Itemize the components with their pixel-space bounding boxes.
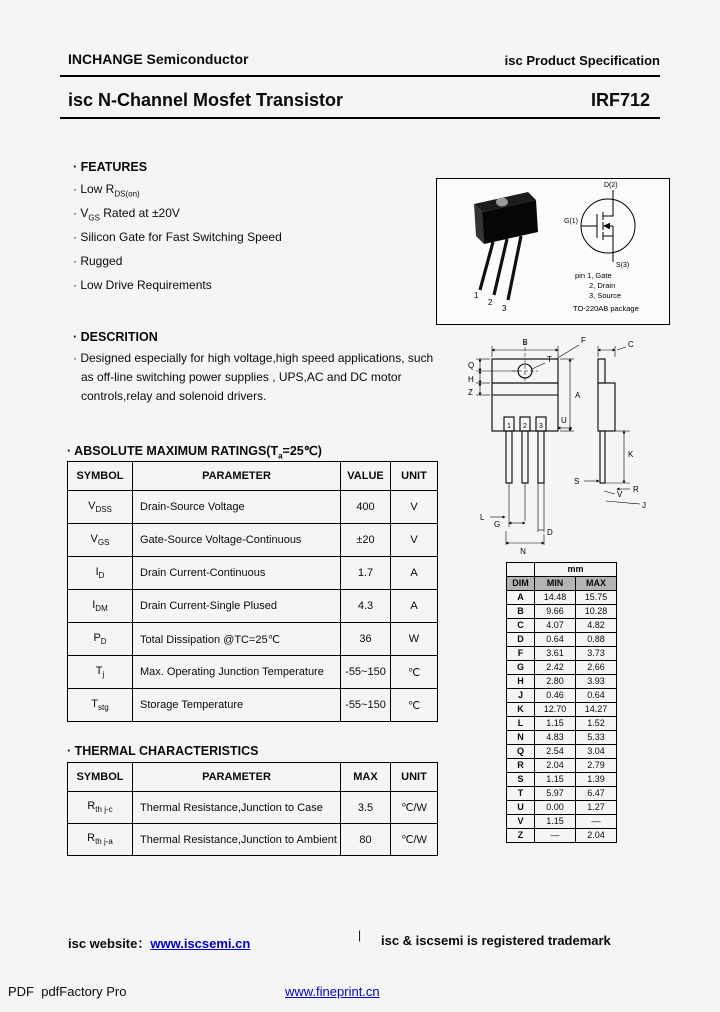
col-header-value: VALUE — [341, 462, 391, 491]
dim-row — [507, 745, 617, 759]
dim-max: 1.39 — [576, 773, 617, 787]
dim-label-q: Q — [468, 361, 475, 370]
package-box-border — [437, 179, 670, 325]
symbol-sub: DM — [95, 604, 108, 614]
unit-cell: V — [391, 524, 438, 557]
table-row — [68, 590, 438, 623]
dim-row — [507, 731, 617, 745]
dim-unit-header: mm — [535, 563, 617, 577]
value-cell: 3.5 — [341, 792, 391, 824]
dim-label-c: C — [628, 340, 634, 349]
website-line — [68, 933, 250, 952]
dim-letter: D — [507, 633, 535, 647]
dim-max: 4.82 — [576, 619, 617, 633]
feature-sub: GS — [88, 213, 100, 223]
dim-row — [507, 605, 617, 619]
dim-min: — — [535, 829, 576, 843]
fineprint-link[interactable]: www.fineprint.cn — [285, 984, 380, 999]
dim-label-b: B — [522, 338, 528, 347]
dim-min: 2.54 — [535, 745, 576, 759]
min-col-header: MIN — [535, 577, 576, 591]
table-row — [68, 524, 438, 557]
col-header-parameter: PARAMETER — [133, 462, 341, 491]
dim-letter: Q — [507, 745, 535, 759]
dim-label-n: N — [520, 547, 526, 556]
parameter-cell: Storage Temperature — [133, 689, 341, 722]
table-row — [68, 491, 438, 524]
symbol-main: R — [87, 832, 96, 845]
col-header-symbol: SYMBOL — [68, 462, 133, 491]
table-row — [68, 623, 438, 656]
col-header-parameter: PARAMETER — [133, 763, 341, 792]
feature-sub: DS(on) — [114, 189, 140, 199]
spec-label: isc Product Specification — [504, 53, 660, 68]
dim-min: 2.04 — [535, 759, 576, 773]
parameter-cell: Max. Operating Junction Temperature — [133, 656, 341, 689]
dim-letter: H — [507, 675, 535, 689]
package-diagram — [436, 178, 670, 325]
dim-letter: J — [507, 689, 535, 703]
col-header-unit: UNIT — [391, 462, 438, 491]
feature-item — [73, 180, 282, 204]
dim-label-g: G — [494, 520, 501, 529]
feature-item — [73, 252, 282, 276]
unit-cell: A — [391, 557, 438, 590]
unit-cell: V — [391, 491, 438, 524]
lead-number-3: 3 — [502, 304, 507, 313]
dim-min: 5.97 — [535, 787, 576, 801]
front-lead-number-1: 1 — [507, 423, 511, 430]
dim-row — [507, 647, 617, 661]
dim-label-l: L — [480, 513, 485, 522]
heading-text: · ABSOLUTE MAXIMUM RATINGS(T — [67, 444, 279, 458]
dim-min: 1.15 — [535, 717, 576, 731]
symbol-cell — [68, 590, 133, 623]
front-lead-number-2: 2 — [523, 423, 527, 430]
dim-min: 1.15 — [535, 815, 576, 829]
dim-min: 14.48 — [535, 591, 576, 605]
features-list — [73, 180, 282, 299]
dim-label-h: H — [468, 375, 474, 384]
dim-label-d: D — [547, 528, 553, 537]
dim-letter: S — [507, 773, 535, 787]
unit-cell: W — [391, 623, 438, 656]
heading-sub: a — [278, 451, 283, 461]
dim-max: 3.04 — [576, 745, 617, 759]
dim-letter: F — [507, 647, 535, 661]
unit-cell: ℃/W — [391, 824, 438, 856]
symbol-cell — [68, 824, 133, 856]
dim-label-v: V — [617, 490, 623, 499]
symbol-cell — [68, 689, 133, 722]
unit-cell: ℃/W — [391, 792, 438, 824]
dimension-table — [506, 562, 617, 843]
dim-row — [507, 675, 617, 689]
feature-text: · V — [73, 205, 89, 220]
outline-views — [492, 359, 615, 483]
parameter-cell: Thermal Resistance,Junction to Case — [133, 792, 341, 824]
part-number: IRF712 — [590, 90, 650, 110]
dim-min: 0.64 — [535, 633, 576, 647]
dim-row — [507, 801, 617, 815]
fineprint-line — [285, 984, 380, 999]
feature-item — [73, 228, 282, 252]
feature-text: · Rugged — [73, 253, 123, 268]
dim-letter: R — [507, 759, 535, 773]
dim-row — [507, 717, 617, 731]
dim-letter: K — [507, 703, 535, 717]
feature-item — [73, 276, 282, 300]
dim-min: 9.66 — [535, 605, 576, 619]
table-header-row — [68, 462, 438, 491]
value-cell: 400 — [341, 491, 391, 524]
dim-letter: Z — [507, 829, 535, 843]
symbol-sub: stg — [98, 703, 109, 713]
dim-min: 0.46 — [535, 689, 576, 703]
front-lead-number-3: 3 — [539, 423, 543, 430]
col-header-max: MAX — [341, 763, 391, 792]
dim-min: 1.15 — [535, 773, 576, 787]
dim-min: 4.83 — [535, 731, 576, 745]
symbol-main: T — [95, 664, 103, 677]
dim-row — [507, 591, 617, 605]
dim-max: 0.64 — [576, 689, 617, 703]
dim-letter: T — [507, 787, 535, 801]
symbol-cell — [68, 524, 133, 557]
page-title: isc N-Channel Mosfet Transistor — [68, 90, 344, 110]
website-label: isc website： — [68, 936, 151, 951]
dim-max: 3.93 — [576, 675, 617, 689]
table-header-row — [68, 763, 438, 792]
unit-cell: ℃ — [391, 689, 438, 722]
dim-min: 0.00 — [535, 801, 576, 815]
symbol-sub: DSS — [95, 505, 112, 515]
dim-max: 1.27 — [576, 801, 617, 815]
pin-line-2: 2, Drain — [589, 281, 616, 290]
dim-letter: C — [507, 619, 535, 633]
dim-row — [507, 829, 617, 843]
value-cell: -55~150 — [341, 656, 391, 689]
table-row — [68, 824, 438, 856]
dim-min: 4.07 — [535, 619, 576, 633]
dim-max: 10.28 — [576, 605, 617, 619]
value-cell: ±20 — [341, 524, 391, 557]
dim-row — [507, 815, 617, 829]
dim-max: 15.75 — [576, 591, 617, 605]
description-text: · Designed especially for high voltage,high speed applications, such as off-line switching power supplies , UPS,AC and DC motor controls,relay and solenoid drivers. — [73, 351, 434, 403]
dim-label-z: Z — [468, 388, 473, 397]
dim-unit-row — [507, 563, 617, 577]
footer-separator: | — [358, 928, 362, 942]
header-rule — [60, 75, 660, 77]
dim-max: — — [576, 815, 617, 829]
table-row — [68, 689, 438, 722]
parameter-cell: Drain-Source Voltage — [133, 491, 341, 524]
dim-min: 12.70 — [535, 703, 576, 717]
symbol-main: R — [87, 800, 96, 813]
dim-letter: G — [507, 661, 535, 675]
dim-row — [507, 703, 617, 717]
value-cell: -55~150 — [341, 689, 391, 722]
symbol-cell — [68, 623, 133, 656]
dim-letter: V — [507, 815, 535, 829]
dim-max: 3.73 — [576, 647, 617, 661]
dim-row — [507, 759, 617, 773]
symbol-sub: th j-c — [95, 805, 113, 815]
dim-label-t: T — [547, 355, 552, 364]
symbol-main: T — [91, 697, 99, 710]
dim-header-row — [507, 577, 617, 591]
dim-blank-cell — [507, 563, 535, 577]
parameter-cell: Thermal Resistance,Junction to Ambient — [133, 824, 341, 856]
dim-max: 2.79 — [576, 759, 617, 773]
dim-label-u: U — [561, 416, 567, 425]
table-row — [68, 792, 438, 824]
value-cell: 4.3 — [341, 590, 391, 623]
dim-letter: U — [507, 801, 535, 815]
drain-label: D(2) — [604, 182, 618, 189]
symbol-cell — [68, 491, 133, 524]
dim-letter: B — [507, 605, 535, 619]
symbol-main: I — [95, 565, 99, 578]
dim-label-a: A — [575, 391, 581, 400]
symbol-main: P — [93, 631, 101, 644]
symbol-sub: th j-a — [95, 837, 113, 847]
trademark-text: isc & iscsemi is registered trademark — [381, 933, 611, 948]
features-heading: · FEATURES — [73, 160, 148, 174]
feature-text: · Silicon Gate for Fast Switching Speed — [73, 229, 282, 244]
symbol-cell — [68, 792, 133, 824]
pdf-factory-note: PDF pdfFactory Pro — [8, 984, 127, 999]
dim-label-f: F — [581, 336, 586, 345]
value-cell: 1.7 — [341, 557, 391, 590]
feature-text: · Low R — [73, 182, 115, 196]
unit-cell: ℃ — [391, 656, 438, 689]
dim-label-j: J — [642, 501, 646, 510]
lead-number-1: 1 — [474, 291, 479, 300]
dim-label-k: K — [628, 450, 634, 459]
symbol-sub: GS — [97, 538, 110, 548]
dim-row — [507, 787, 617, 801]
lead-number-2: 2 — [488, 298, 493, 307]
parameter-cell: Total Dissipation @TC=25℃ — [133, 623, 341, 656]
dim-row — [507, 773, 617, 787]
dim-max: 2.04 — [576, 829, 617, 843]
dim-label-s: S — [574, 477, 580, 486]
source-label: S(3) — [616, 262, 630, 269]
max-col-header: MAX — [576, 577, 617, 591]
feature-text: Rated at ±20V — [99, 205, 180, 220]
centerlines — [512, 341, 538, 381]
thermal-table — [67, 762, 438, 856]
company-name: INCHANGE Semiconductor — [68, 51, 249, 67]
value-cell: 36 — [341, 623, 391, 656]
pin-line-1: pin 1, Gate — [575, 271, 612, 280]
dim-row — [507, 661, 617, 675]
dim-label-r: R — [633, 485, 639, 494]
dim-min: 3.61 — [535, 647, 576, 661]
symbol-sub: j — [102, 670, 105, 680]
feature-item — [73, 204, 282, 228]
dimension-drawing — [452, 333, 667, 561]
title-rule — [60, 117, 660, 119]
description-heading: · DESCRITION — [73, 330, 158, 344]
package-name: TO-220AB package — [573, 304, 639, 313]
parameter-cell: Gate-Source Voltage-Continuous — [133, 524, 341, 557]
dim-max: 5.33 — [576, 731, 617, 745]
dim-row — [507, 619, 617, 633]
heading-text: =25℃) — [282, 444, 322, 458]
thermal-heading: · THERMAL CHARACTERISTICS — [67, 744, 259, 758]
gate-label: G(1) — [564, 218, 578, 225]
value-cell: 80 — [341, 824, 391, 856]
dim-max: 0.88 — [576, 633, 617, 647]
dim-min: 2.42 — [535, 661, 576, 675]
abs-max-heading — [67, 443, 322, 461]
symbol-sub: D — [98, 571, 105, 581]
symbol-main: V — [88, 499, 96, 512]
parameter-cell: Drain Current-Continuous — [133, 557, 341, 590]
table-row — [68, 557, 438, 590]
feature-text: · Low Drive Requirements — [73, 277, 212, 292]
parameter-cell: Drain Current-Single Plused — [133, 590, 341, 623]
dim-max: 1.52 — [576, 717, 617, 731]
dim-max: 14.27 — [576, 703, 617, 717]
symbol-cell — [68, 557, 133, 590]
symbol-main: V — [90, 532, 98, 545]
dim-min: 2.80 — [535, 675, 576, 689]
dim-max: 6.47 — [576, 787, 617, 801]
abs-max-table — [67, 461, 438, 722]
symbol-sub: D — [100, 637, 107, 647]
col-header-unit: UNIT — [391, 763, 438, 792]
website-link[interactable]: www.iscsemi.cn — [150, 936, 251, 951]
dim-letter: A — [507, 591, 535, 605]
col-header-symbol: SYMBOL — [68, 763, 133, 792]
dim-letter: N — [507, 731, 535, 745]
dim-col-header: DIM — [507, 577, 535, 591]
pin-line-3: 3, Source — [589, 291, 622, 300]
dim-max: 2.66 — [576, 661, 617, 675]
dim-row — [507, 689, 617, 703]
symbol-main: I — [92, 598, 96, 611]
symbol-cell — [68, 656, 133, 689]
table-row — [68, 656, 438, 689]
unit-cell: A — [391, 590, 438, 623]
dim-row — [507, 633, 617, 647]
dim-letter: L — [507, 717, 535, 731]
